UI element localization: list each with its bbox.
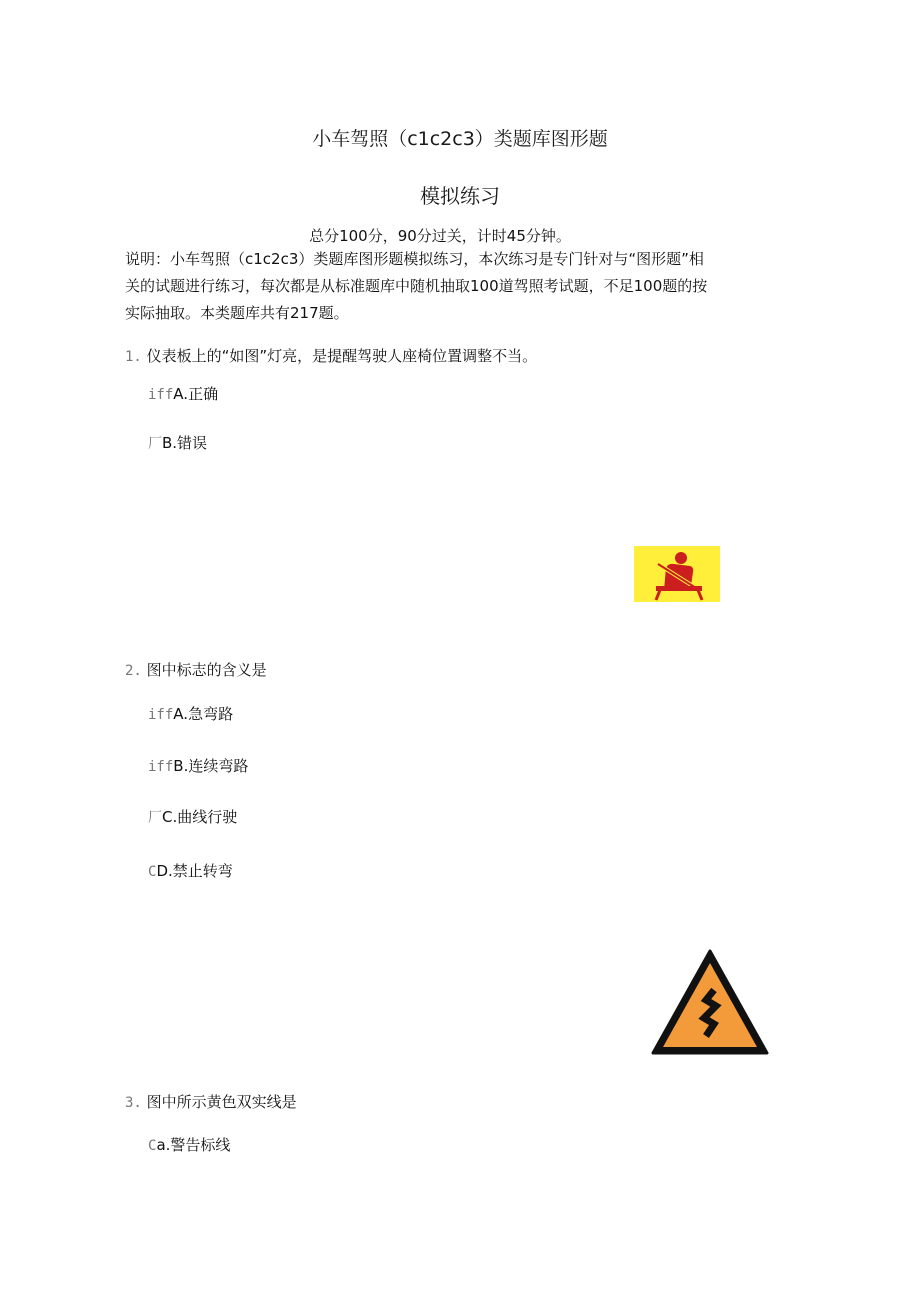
radio-marker[interactable]: C	[148, 864, 157, 880]
page-title: 小车驾照（c1c2c3）类题库图形题	[312, 128, 608, 150]
intro-paragraph	[125, 246, 775, 327]
question-2	[125, 659, 267, 680]
option-label: C.曲线行驶	[162, 808, 238, 826]
question-text: 图中所示黄色双实线是	[146, 1093, 297, 1111]
option-label: D.禁止转弯	[156, 862, 233, 880]
page-subtitle: 模拟练习	[420, 184, 500, 208]
intro-line: 关的试题进行练习，每次都是从标准题库中随机抽取100道驾照考试题，不足100题的按	[125, 277, 708, 295]
winding-road-warning-sign-icon	[650, 948, 770, 1058]
question-number: 3.	[125, 1095, 142, 1111]
intro-line: 实际抽取。本类题库共有217题。	[125, 304, 349, 322]
option-label: a.警告标线	[156, 1136, 231, 1154]
radio-marker[interactable]: iff	[148, 707, 174, 723]
intro-line: 说明：小车驾照（c1c2c3）类题库图形题模拟练习，本次练习是专门针对与“图形题”相	[125, 250, 704, 268]
radio-marker[interactable]: C	[148, 1138, 157, 1154]
radio-marker[interactable]: 厂	[148, 436, 162, 452]
radio-marker[interactable]: iff	[148, 387, 174, 403]
radio-marker[interactable]: iff	[148, 759, 174, 775]
option-3a[interactable]	[148, 1134, 230, 1155]
radio-marker[interactable]: 厂	[148, 810, 162, 826]
question-text: 仪表板上的“如图”灯亮，是提醒驾驶人座椅位置调整不当。	[146, 347, 538, 365]
option-2d[interactable]	[148, 860, 233, 881]
option-label: A.急弯路	[173, 705, 234, 723]
option-label: B.连续弯路	[173, 757, 249, 775]
question-text: 图中标志的含义是	[146, 661, 267, 679]
score-info: 总分100分，90分过关，计时45分钟。	[309, 227, 571, 245]
option-1a[interactable]	[148, 383, 218, 404]
seatbelt-warning-icon	[634, 546, 720, 602]
option-1b[interactable]	[148, 432, 207, 453]
option-label: B.错误	[162, 434, 208, 452]
question-number: 2.	[125, 663, 142, 679]
option-2c[interactable]	[148, 806, 237, 827]
option-label: A.正确	[173, 385, 219, 403]
question-number: 1.	[125, 349, 142, 365]
option-2b[interactable]	[148, 755, 248, 776]
question-3	[125, 1091, 297, 1112]
option-2a[interactable]	[148, 703, 233, 724]
question-1	[125, 345, 537, 366]
